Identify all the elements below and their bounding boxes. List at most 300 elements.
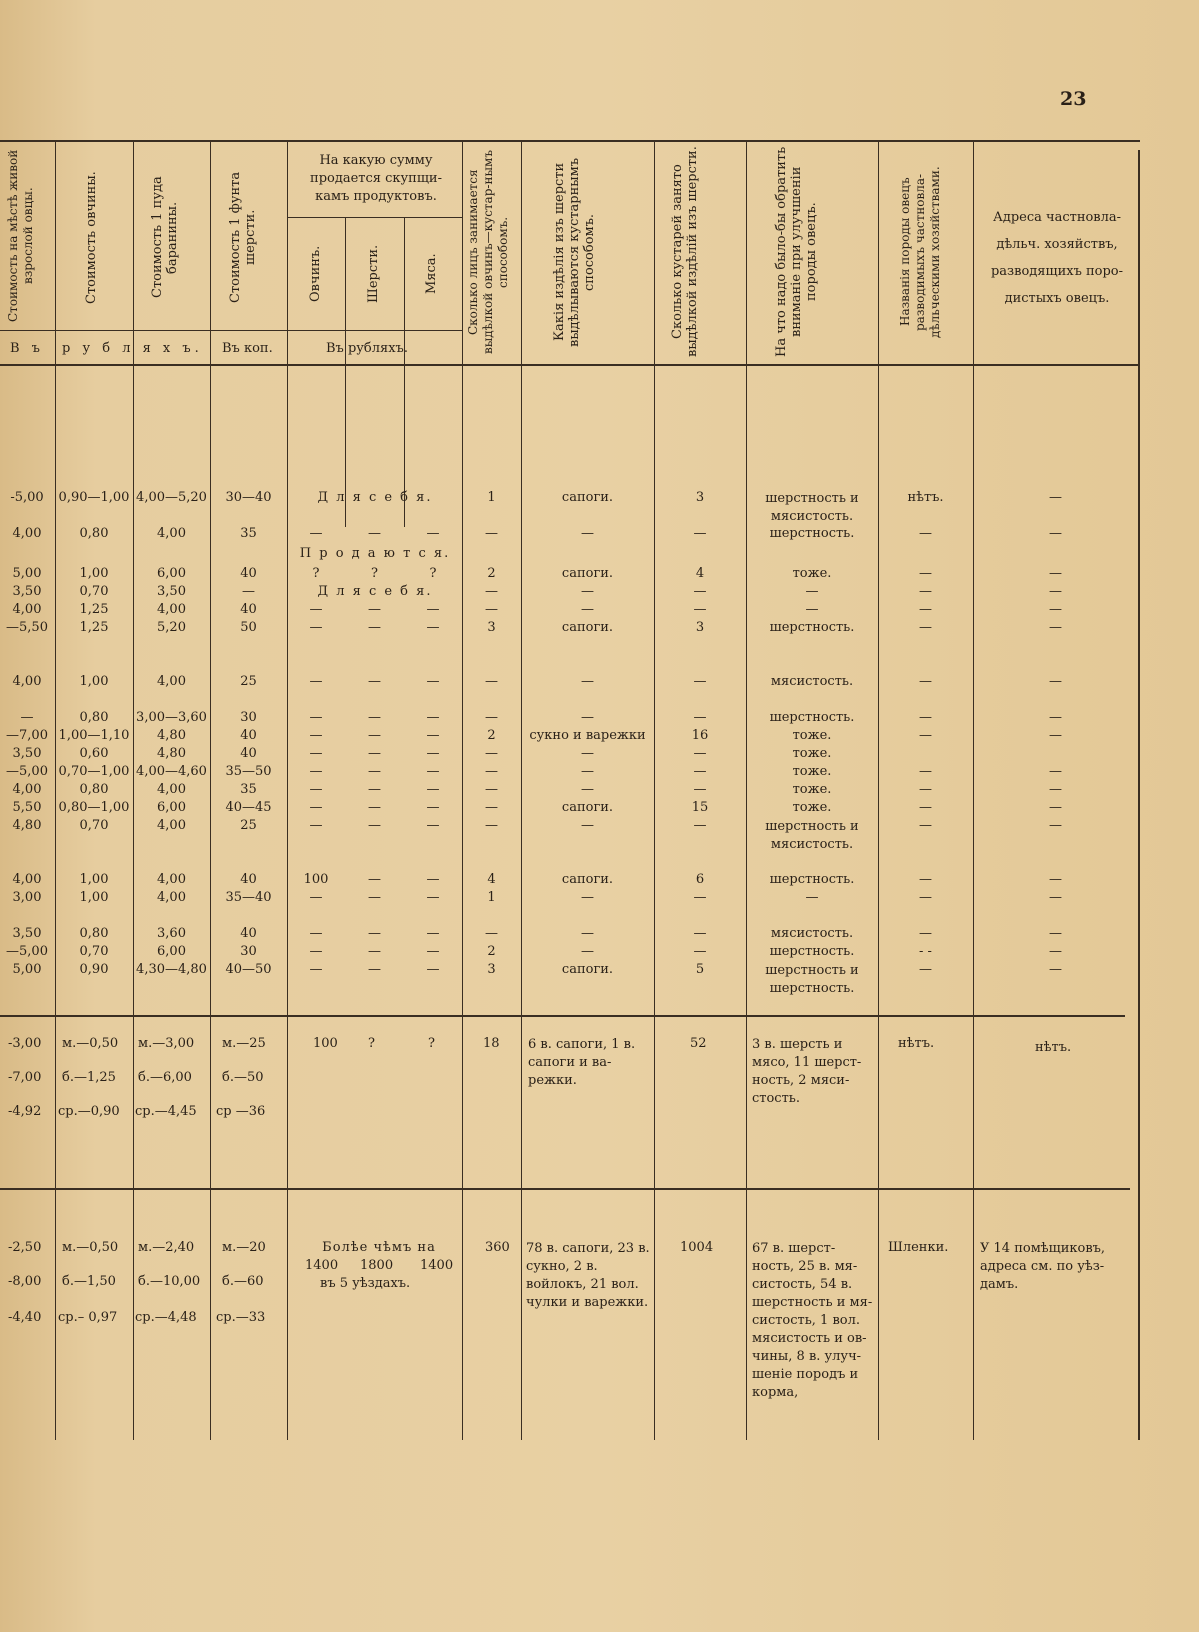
cell-e1: — <box>309 800 323 815</box>
cell-d: 40 <box>240 926 257 941</box>
cell-e3: — <box>426 926 440 941</box>
summary2-c1: б.—10,00 <box>138 1274 201 1289</box>
cell-b: 1,00 <box>79 890 109 905</box>
cell-e1: — <box>309 728 323 743</box>
cell-f: 2 <box>487 566 496 581</box>
cell-e1: — <box>309 890 323 905</box>
cell-e3: — <box>426 818 440 833</box>
cell-b: 0,70—1,00 <box>58 764 130 779</box>
summary1-e2: ? <box>368 1036 375 1051</box>
cell-f: — <box>485 764 498 779</box>
cell-i: шерстность. <box>769 944 855 959</box>
cell-j: — <box>919 890 932 905</box>
cell-i: шерстность. <box>769 620 855 635</box>
cell-a: —5,00 <box>6 944 48 959</box>
cell-h: 3 <box>695 620 705 635</box>
cell-c: 3,50 <box>157 584 186 599</box>
cell-e1: — <box>309 602 323 617</box>
cell-e3: — <box>426 746 440 761</box>
header-col4: Стоимость 1 фунта шерсти. <box>228 171 258 304</box>
cell-d: 35—40 <box>225 890 272 905</box>
summary2-e-val3: 1400 <box>420 1258 454 1273</box>
summary2-a2: -4,40 <box>8 1310 42 1325</box>
cell-a: 4,80 <box>12 818 42 833</box>
cell-j: — <box>919 710 932 725</box>
cell-i: — <box>805 602 819 617</box>
cell-f: — <box>485 526 498 541</box>
summary1-f: 18 <box>483 1036 500 1051</box>
header-col5a: Овчинъ. <box>308 245 323 303</box>
cell-c: 4,00 <box>157 818 186 833</box>
cell-g: — <box>581 746 594 761</box>
cell-e1: ? <box>312 566 320 581</box>
cell-k: — <box>1049 728 1062 743</box>
cell-h: — <box>693 710 707 725</box>
cell-c: 4,00—4,60 <box>136 764 207 779</box>
cell-h: — <box>693 526 707 541</box>
summary2-f: 360 <box>485 1240 510 1255</box>
cell-h: 5 <box>695 962 705 977</box>
cell-c: 6,00 <box>157 944 186 959</box>
cell-j: — <box>919 926 932 941</box>
cell-c: 4,80 <box>157 746 186 761</box>
cell-b: 0,70 <box>79 584 109 599</box>
cell-e1: — <box>309 818 323 833</box>
cell-i: тоже. <box>792 566 832 581</box>
cell-k: — <box>1049 620 1062 635</box>
cell-g: — <box>581 782 594 797</box>
cell-k: — <box>1049 710 1062 725</box>
cell-e2: — <box>368 818 381 833</box>
summary1-b0: м.—0,50 <box>62 1036 119 1051</box>
cell-f: 3 <box>487 620 496 635</box>
cell-b: 0,70 <box>79 818 109 833</box>
cell-e1: — <box>309 926 323 941</box>
cell-b: 1,00 <box>79 674 109 689</box>
cell-j: — <box>919 620 932 635</box>
cell-e3: — <box>426 764 440 779</box>
subheader-rule <box>287 217 462 218</box>
cell-j: — <box>919 566 932 581</box>
cell-a: 4,00 <box>12 602 42 617</box>
cell-b: 1,25 <box>79 602 109 617</box>
cell-f: — <box>485 602 498 617</box>
units-rule-top <box>0 330 462 331</box>
cell-i: тоже. <box>792 782 832 797</box>
cell-e2: — <box>368 728 381 743</box>
cell-a: —5,50 <box>6 620 48 635</box>
cell-h: 15 <box>691 800 709 815</box>
cell-b: 0,90—1,00 <box>58 490 130 505</box>
cell-c: 3,00—3,60 <box>136 710 207 725</box>
header-col6: Сколько лицъ занимается выдѣлкой овчинъ—кустар-нымъ способомъ. <box>466 150 510 354</box>
cell-f: — <box>485 746 498 761</box>
summary2-d2: ср.—33 <box>216 1310 266 1325</box>
summary2-b2: ср.– 0,97 <box>58 1310 118 1325</box>
cell-c: 6,00 <box>157 566 186 581</box>
cell-e1: — <box>309 764 323 779</box>
header-col7: Какія издѣлія изъ шерсти выдѣлываются кустарнымъ способомъ. <box>552 157 597 347</box>
cell-h: — <box>693 602 707 617</box>
cell-c: 4,00 <box>157 872 186 887</box>
cell-d: 25 <box>240 674 257 689</box>
cell-d: 40—50 <box>225 962 272 977</box>
cell-f: — <box>485 926 498 941</box>
unit-rubles2: Въ рубляхъ. <box>326 341 408 356</box>
cell-f: — <box>485 782 498 797</box>
cell-f: 2 <box>487 944 496 959</box>
cell-e1: — <box>309 620 323 635</box>
cell-i: шерстность. <box>769 872 855 887</box>
cell-d: 40 <box>240 746 257 761</box>
summary1-j: нѣтъ. <box>898 1036 935 1051</box>
cell-e2: — <box>368 710 381 725</box>
cell-i: — <box>805 584 819 599</box>
cell-e1: — <box>309 526 323 541</box>
cell-k: — <box>1049 926 1062 941</box>
cell-b: 0,80 <box>79 926 109 941</box>
summary1-a2: -4,92 <box>8 1104 42 1119</box>
col-rule <box>1138 150 1140 1440</box>
unit-prefix: В ъ <box>10 341 44 356</box>
cell-d: 50 <box>240 620 257 635</box>
cell-e2: ? <box>371 566 378 581</box>
cell-j: — <box>919 962 932 977</box>
cell-k: — <box>1049 872 1062 887</box>
cell-k: — <box>1049 800 1062 815</box>
cell-e2: — <box>368 926 381 941</box>
cell-c: 4,80 <box>157 728 186 743</box>
summary1-d2: ср —36 <box>216 1104 266 1119</box>
cell-d: 35—50 <box>225 764 272 779</box>
cell-d: — <box>242 584 255 599</box>
cell-e1: — <box>309 710 323 725</box>
cell-a: 4,00 <box>12 526 42 541</box>
cell-e3: — <box>426 962 440 977</box>
cell-c: 4,00—5,20 <box>136 490 207 505</box>
cell-j: — <box>919 674 932 689</box>
summary1-a1: -7,00 <box>8 1070 42 1085</box>
col-rule <box>345 217 346 527</box>
cell-i: тоже. <box>792 800 832 815</box>
summary2-i: 67 в. шерст-ность, 25 в. мя-систость, 54 в. шерстность и мя-систость, 1 вол. мясистость и ов-чины, 8 в. улуч-шеніе породъ и корма, <box>752 1241 873 1400</box>
cell-b: 0,80 <box>79 710 109 725</box>
cell-a: 3,50 <box>12 746 42 761</box>
cell-g: сапоги. <box>561 800 614 815</box>
cell-f: — <box>485 584 498 599</box>
summary2-k: У 14 помѣщиковъ, адреса см. по уѣз-дамъ. <box>980 1241 1106 1292</box>
summary1-b1: б.—1,25 <box>62 1070 116 1085</box>
top-rule <box>0 140 1140 142</box>
cell-h: — <box>693 746 707 761</box>
summary2-e-val1: 1400 <box>305 1258 339 1273</box>
cell-i: мясистость. <box>770 926 854 941</box>
cell-g: сапоги. <box>561 872 614 887</box>
cell-a: -5,00 <box>10 490 44 505</box>
cell-e1: — <box>309 782 323 797</box>
cell-j: — <box>919 728 932 743</box>
cell-j: — <box>919 584 932 599</box>
summary1-c0: м.—3,00 <box>138 1036 195 1051</box>
section-rule-2 <box>0 1188 1130 1190</box>
cell-e3: ? <box>429 566 437 581</box>
cell-f: 2 <box>487 728 496 743</box>
cell-span: П р о д а ю т с я. <box>299 546 451 561</box>
cell-h: — <box>693 584 707 599</box>
summary2-h: 1004 <box>680 1240 714 1255</box>
cell-j: — <box>919 872 932 887</box>
cell-g: — <box>581 526 594 541</box>
section-rule-1 <box>0 1015 1125 1017</box>
cell-b: 0,90 <box>79 962 109 977</box>
cell-f: 1 <box>487 490 496 505</box>
cell-e2: — <box>368 962 381 977</box>
cell-h: 3 <box>695 490 705 505</box>
cell-f: — <box>485 818 498 833</box>
cell-h: — <box>693 674 707 689</box>
header-col9: На что надо было-бы обратить вниманіе при улучшеніи породы овецъ. <box>774 146 819 358</box>
cell-k: — <box>1049 944 1062 959</box>
cell-f: 1 <box>487 890 496 905</box>
header-col10: Названія породы овецъ разводимыхъ частновла-дѣльческими хозяйствами. <box>898 166 942 338</box>
cell-e: Д л я с е б я. <box>317 490 433 505</box>
cell-e1: — <box>309 674 323 689</box>
header-col3: Стоимость 1 пуда баранины. <box>150 176 180 299</box>
cell-e3: — <box>426 728 440 743</box>
summary1-e1: 100 <box>313 1036 338 1051</box>
summary1-d0: м.—25 <box>222 1036 266 1051</box>
col-rule <box>404 217 405 527</box>
cell-b: 0,80 <box>79 526 109 541</box>
cell-e2: — <box>368 944 381 959</box>
summary2-e: Болѣе чѣмъ на <box>322 1240 436 1255</box>
cell-c: 4,00 <box>157 602 186 617</box>
cell-k: — <box>1049 526 1062 541</box>
unit-rubles: р у б л я х ъ. <box>62 341 203 356</box>
cell-g: — <box>581 890 594 905</box>
cell-g: — <box>581 926 594 941</box>
cell-d: 40 <box>240 602 257 617</box>
cell-h: 4 <box>695 566 705 581</box>
cell-k: — <box>1049 602 1062 617</box>
cell-g: — <box>581 764 594 779</box>
cell-j: — <box>919 764 932 779</box>
cell-k: — <box>1049 782 1062 797</box>
cell-h: — <box>693 782 707 797</box>
cell-e3: — <box>426 602 440 617</box>
cell-c: 3,60 <box>157 926 186 941</box>
cell-e1: — <box>309 746 323 761</box>
summary1-h: 52 <box>690 1036 707 1051</box>
cell-a: — <box>20 710 34 725</box>
cell-e2: — <box>368 602 381 617</box>
cell-j: — <box>919 818 932 833</box>
cell-e3: — <box>426 782 440 797</box>
cell-i: шерстность. <box>769 710 855 725</box>
cell-c: 5,20 <box>157 620 186 635</box>
summary1-k: нѣтъ. <box>1035 1040 1072 1055</box>
cell-k: — <box>1049 890 1062 905</box>
cell-e: Д л я с е б я. <box>317 584 433 599</box>
cell-e3: — <box>426 620 440 635</box>
cell-d: 30 <box>240 710 257 725</box>
cell-a: 3,50 <box>12 584 42 599</box>
cell-e2: — <box>368 782 381 797</box>
cell-h: — <box>693 764 707 779</box>
cell-j: нѣтъ. <box>907 490 944 505</box>
cell-e1: — <box>309 944 323 959</box>
summary2-g: 78 в. сапоги, 23 в. сукно, 2 в. войлокъ, 21 вол. чулки и варежки. <box>526 1241 650 1310</box>
header-col2: Стоимость овчины. <box>84 171 99 304</box>
cell-e2: — <box>368 526 381 541</box>
cell-g: — <box>581 674 594 689</box>
cell-c: 4,00 <box>157 674 186 689</box>
cell-c: 4,30—4,80 <box>136 962 207 977</box>
cell-f: — <box>485 710 498 725</box>
header-col8: Сколько кустарей занято выдѣлкой издѣлій изъ шерсти. <box>670 146 700 358</box>
cell-k: — <box>1049 962 1062 977</box>
cell-h: 6 <box>695 872 705 887</box>
cell-i: тоже. <box>792 764 832 779</box>
cell-b: 1,25 <box>79 620 109 635</box>
cell-c: 4,00 <box>157 890 186 905</box>
cell-f: — <box>485 674 498 689</box>
cell-i: — <box>805 890 819 905</box>
cell-b: 0,60 <box>79 746 109 761</box>
header-col1: Стоимость на мѣстѣ живой взрослой овцы. <box>6 149 35 323</box>
cell-d: 30—40 <box>225 490 272 505</box>
cell-e2: — <box>368 890 381 905</box>
cell-g: — <box>581 944 594 959</box>
cell-e2: — <box>368 674 381 689</box>
cell-d: 40 <box>240 728 257 743</box>
cell-k: — <box>1049 490 1062 505</box>
cell-a: 3,00 <box>12 890 42 905</box>
summary2-e-tail: въ 5 уѣздахъ. <box>320 1276 411 1291</box>
summary1-c2: ср.—4,45 <box>135 1104 197 1119</box>
summary2-b1: б.—1,50 <box>62 1274 116 1289</box>
cell-g: сапоги. <box>561 620 614 635</box>
cell-k: — <box>1049 674 1062 689</box>
cell-e3: — <box>426 800 440 815</box>
cell-c: 4,00 <box>157 782 186 797</box>
cell-g: — <box>581 602 594 617</box>
cell-g: сапоги. <box>561 490 614 505</box>
cell-g: сапоги. <box>561 566 614 581</box>
cell-b: 1,00—1,10 <box>58 728 130 743</box>
cell-k: — <box>1049 566 1062 581</box>
summary2-d0: м.—20 <box>222 1240 266 1255</box>
cell-d: 40—45 <box>225 800 272 815</box>
unit-kop: Въ коп. <box>222 341 273 356</box>
cell-j: — <box>919 526 932 541</box>
summary1-a0: -3,00 <box>8 1036 42 1051</box>
cell-a: 5,50 <box>12 800 42 815</box>
cell-a: 3,50 <box>12 926 42 941</box>
cell-b: 0,80—1,00 <box>58 800 130 815</box>
cell-e3: — <box>426 944 440 959</box>
header-col5b: Шерсти. <box>366 244 381 304</box>
cell-a: —5,00 <box>6 764 48 779</box>
summary1-d1: б.—50 <box>222 1070 264 1085</box>
cell-k: — <box>1049 818 1062 833</box>
header-col5c: Мяса. <box>424 253 439 295</box>
summary1-i: 3 в. шерсть и мясо, 11 шерст-ность, 2 мяси-стость. <box>752 1037 862 1106</box>
cell-e2: — <box>368 620 381 635</box>
cell-d: 35 <box>240 526 257 541</box>
cell-k: — <box>1049 584 1062 599</box>
cell-d: 40 <box>240 872 257 887</box>
summary2-d1: б.—60 <box>222 1274 264 1289</box>
cell-e1: 100 <box>303 872 329 887</box>
cell-e3: — <box>426 890 440 905</box>
cell-d: 40 <box>240 566 257 581</box>
cell-i: шерстность и мясистость. <box>765 819 859 852</box>
cell-a: —7,00 <box>6 728 48 743</box>
cell-i: мясистость. <box>770 674 854 689</box>
page-number: 23 <box>1060 88 1087 110</box>
summary2-j: Шленки. <box>888 1240 949 1255</box>
cell-i: тоже. <box>792 746 832 761</box>
summary1-e3: ? <box>428 1036 435 1051</box>
cell-f: — <box>485 800 498 815</box>
cell-e3: — <box>426 674 440 689</box>
cell-a: 4,00 <box>12 674 42 689</box>
cell-a: 5,00 <box>12 962 42 977</box>
cell-j: - - <box>919 944 932 959</box>
header-bottom-rule <box>0 364 1140 366</box>
cell-a: 4,00 <box>12 782 42 797</box>
summary1-g: 6 в. сапоги, 1 в. сапоги и ва-режки. <box>528 1037 636 1088</box>
cell-c: 4,00 <box>157 526 186 541</box>
cell-b: 0,70 <box>79 944 109 959</box>
cell-e1: — <box>309 962 323 977</box>
cell-d: 30 <box>240 944 257 959</box>
cell-g: — <box>581 710 594 725</box>
cell-e2: — <box>368 800 381 815</box>
cell-d: 25 <box>240 818 257 833</box>
cell-a: 5,00 <box>12 566 42 581</box>
header-col5-group: На какую сумму продается скупщи-камъ продуктовъ. <box>310 153 442 204</box>
cell-e2: — <box>368 872 381 887</box>
cell-i: шерстность и шерстность. <box>765 963 859 996</box>
cell-i: шерстность. <box>769 526 855 541</box>
cell-f: 4 <box>487 872 496 887</box>
summary2-b0: м.—0,50 <box>62 1240 119 1255</box>
summary1-b2: ср.—0,90 <box>58 1104 120 1119</box>
summary2-c2: ср.—4,48 <box>135 1310 197 1325</box>
cell-i: тоже. <box>792 728 832 743</box>
cell-j: — <box>919 782 932 797</box>
cell-g: — <box>581 818 594 833</box>
cell-g: сукно и варежки <box>529 728 646 743</box>
cell-f: 3 <box>487 962 496 977</box>
cell-j: — <box>919 602 932 617</box>
cell-k: — <box>1049 764 1062 779</box>
cell-h: 16 <box>691 728 709 743</box>
cell-e3: — <box>426 710 440 725</box>
summary2-a1: -8,00 <box>8 1274 42 1289</box>
cell-g: — <box>581 584 594 599</box>
cell-d: 35 <box>240 782 257 797</box>
cell-g: сапоги. <box>561 962 614 977</box>
summary1-c1: б.—6,00 <box>138 1070 192 1085</box>
summary2-e-val2: 1800 <box>360 1258 394 1273</box>
cell-e3: — <box>426 526 440 541</box>
summary2-c0: м.—2,40 <box>138 1240 195 1255</box>
cell-c: 6,00 <box>157 800 186 815</box>
cell-h: — <box>693 926 707 941</box>
